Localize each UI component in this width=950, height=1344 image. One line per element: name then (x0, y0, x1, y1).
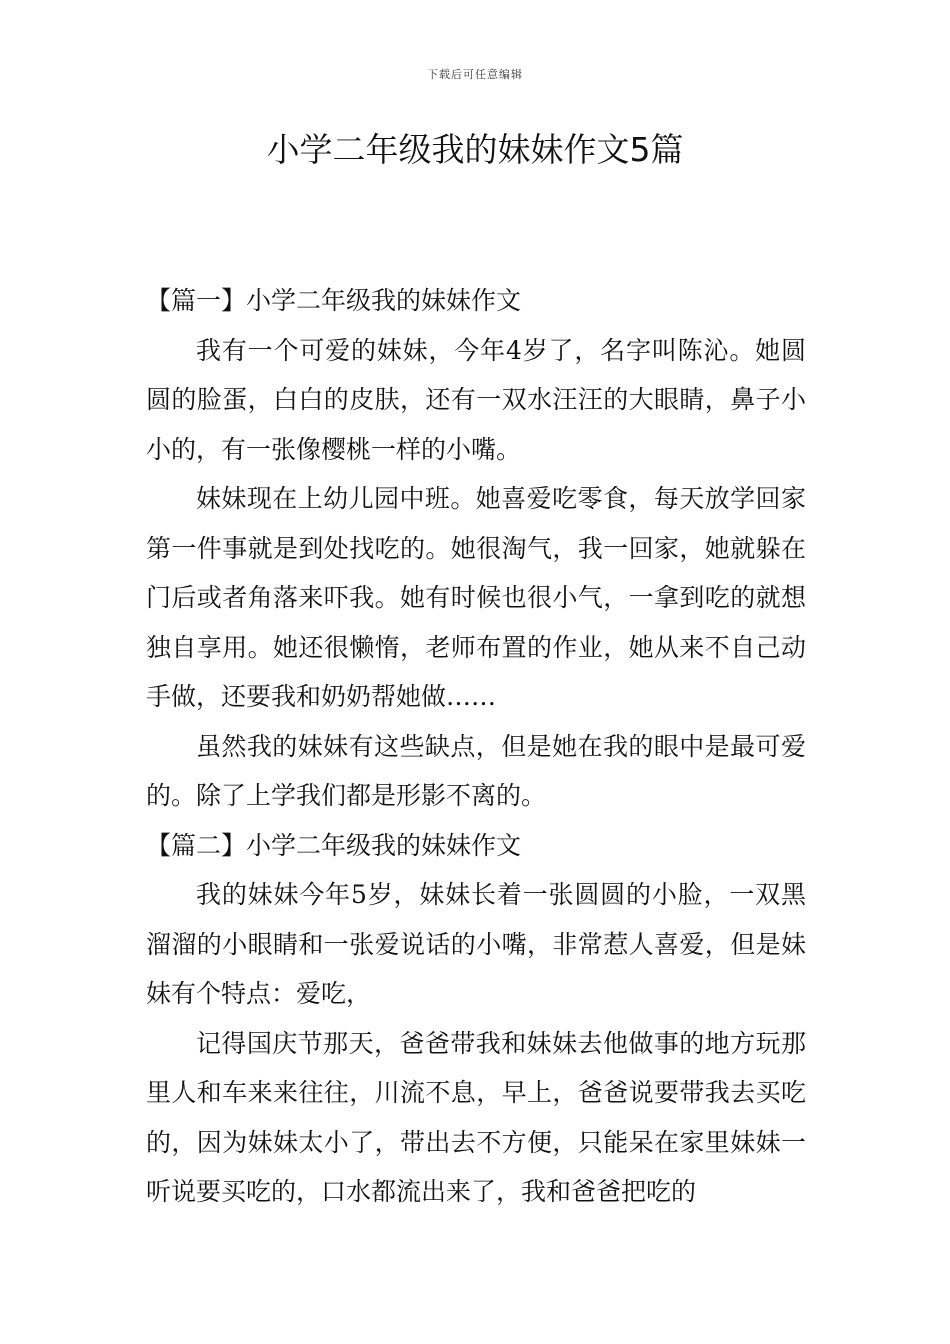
paragraph: 记得国庆节那天，爸爸带我和妹妹去他做事的地方玩那里人和车来来往往，川流不息，早上，爸爸说要带我去买吃的，因为妹妹太小了，带出去不方便，只能呆在家里妹妹一听说要买吃的，口水都流出来了，我和爸爸把吃的 (146, 1028, 806, 1206)
paragraph: 我有一个可爱的妹妹，今年4岁了，名字叫陈沁。她圆圆的脸蛋，白白的皮肤，还有一双水汪汪的大眼睛，鼻子小小的，有一张像樱桃一样的小嘴。 (146, 335, 806, 464)
header-note: 下载后可任意编辑 (427, 68, 523, 81)
section-heading: 【篇一】小学二年级我的妹妹作文 (146, 286, 522, 315)
section-heading: 【篇二】小学二年级我的妹妹作文 (146, 830, 522, 860)
paragraph: 我的妹妹今年5岁，妹妹长着一张圆圆的小脸，一双黑溜溜的小眼睛和一张爱说话的小嘴，非常惹人喜爱，但是妹妹有个特点：爱吃， (146, 880, 806, 1008)
section-1 (146, 276, 806, 821)
section-2 (146, 821, 806, 1217)
document-body (146, 276, 806, 1217)
paragraph: 妹妹现在上幼儿园中班。她喜爱吃零食，每天放学回家第一件事就是到处找吃的。她很淘气，我一回家，她就躲在门后或者角落来吓我。她有时候也很小气，一拿到吃的就想独自享用。她还很懒惰，老师布置的作业，她从来不自己动手做，还要我和奶奶帮她做…… (146, 484, 806, 711)
paragraph: 虽然我的妹妹有这些缺点，但是她在我的眼中是最可爱的。除了上学我们都是形影不离的。 (146, 731, 806, 810)
document-title: 小学二年级我的妹妹作文5篇 (266, 130, 684, 169)
